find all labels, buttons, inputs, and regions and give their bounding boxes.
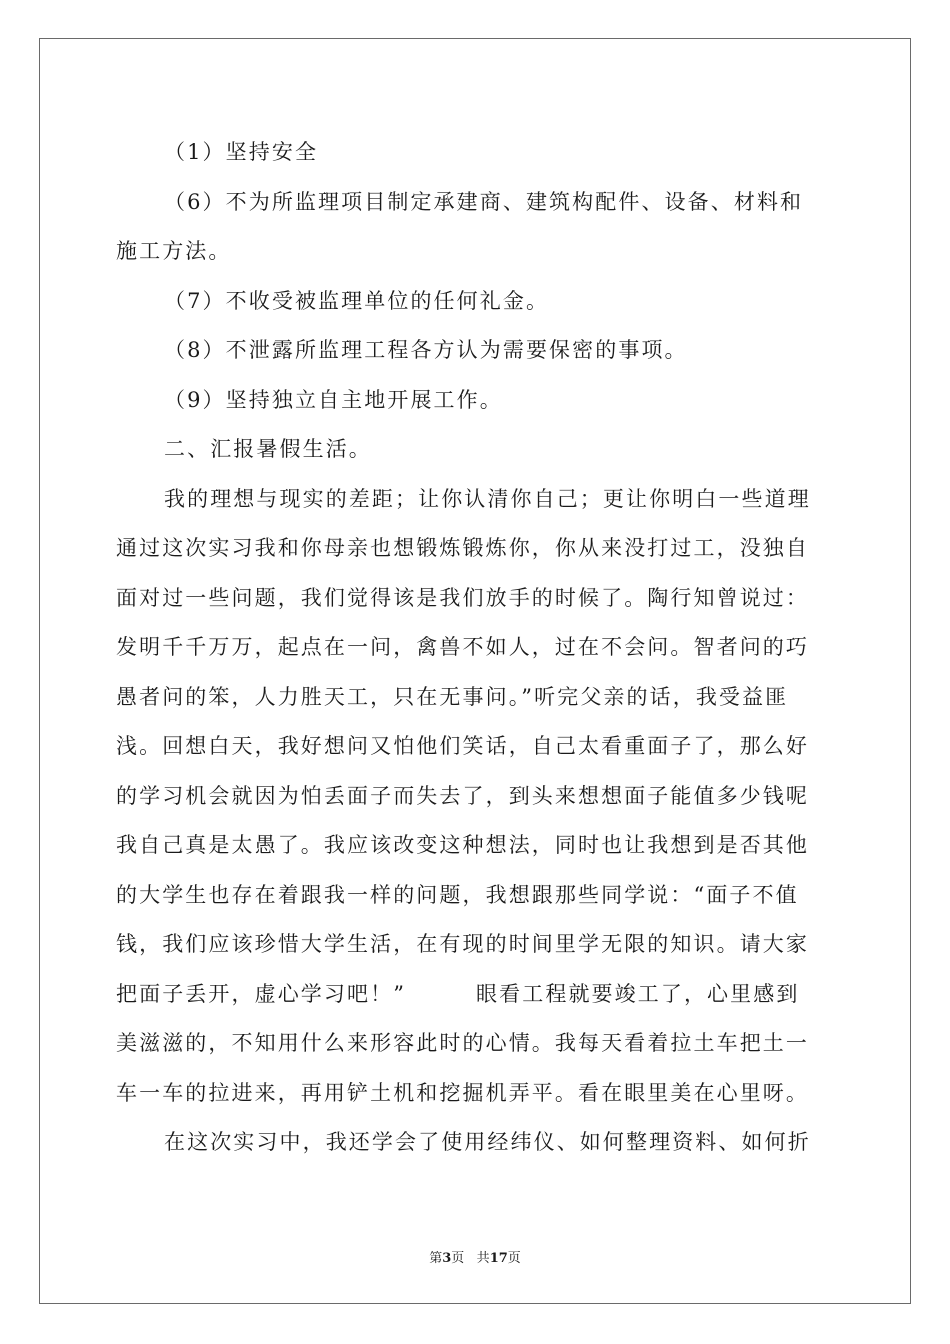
- text-line: 在这次实习中，我还学会了使用经纬仪、如何整理资料、如何折: [164, 1130, 811, 1154]
- text-segment: 眼看工程就要竣工了，心里感到: [476, 981, 800, 1006]
- text-line: 愚者问的笨，人力胜天工，只在无事问。”听完父亲的话，我受益匪: [116, 684, 789, 709]
- text-line: 浅。回想白天，我好想问又怕他们笑话，自己太看重面子了，那么好: [116, 734, 809, 758]
- text-line: 的大学生也存在着跟我一样的问题，我想跟那些同学说：“面子不值: [116, 882, 799, 907]
- text-segment: 把面子丢开，虚心学习吧！”: [116, 981, 407, 1006]
- text-line: 美滋滋的，不知用什么来形容此时的心情。我每天看着拉土车把土一: [116, 1031, 809, 1055]
- footer-page-suffix: 页: [451, 1251, 465, 1266]
- text-line: （7）不收受被监理单位的任何礼金。: [164, 288, 550, 313]
- text-line: （8）不泄露所监理工程各方认为需要保密的事项。: [164, 338, 688, 362]
- text-line: [116, 970, 836, 1020]
- current-page-number: 3: [442, 1251, 452, 1266]
- text-line: 发明千千万万，起点在一问，禽兽不如人，过在不会问。智者问的巧: [116, 635, 809, 659]
- total-page-count: 17: [489, 1251, 508, 1266]
- footer-total-suffix: 页: [507, 1251, 521, 1266]
- footer-prefix: 第: [429, 1251, 443, 1266]
- text-line: （1）坚持安全: [164, 140, 319, 164]
- page-footer: [0, 1247, 950, 1266]
- text-line: 二、汇报暑假生活。: [164, 437, 372, 461]
- text-line: （9）坚持独立自主地开展工作。: [164, 387, 503, 412]
- text-line: 车一车的拉进来，再用铲土机和挖掘机弄平。看在眼里美在心里呀。: [116, 1080, 809, 1105]
- text-line: 我的理想与现实的差距；让你认清你自己；更让你明白一些道理: [164, 486, 811, 511]
- text-line: 的学习机会就因为怕丢面子而失去了，到头来想想面子能值多少钱呢: [116, 783, 809, 808]
- text-line: 钱，我们应该珍惜大学生活，在有现的时间里学无限的知识。请大家: [116, 932, 809, 956]
- document-body: [116, 128, 836, 1168]
- text-line: 面对过一些问题，我们觉得该是我们放手的时候了。陶行知曾说过：: [116, 585, 809, 610]
- footer-total-prefix: 共: [476, 1251, 490, 1266]
- text-line: 施工方法。: [116, 239, 232, 263]
- text-line: （6）不为所监理项目制定承建商、建筑构配件、设备、材料和: [164, 189, 804, 214]
- text-line: 通过这次实习我和你母亲也想锻炼锻炼你，你从来没打过工，没独自: [116, 536, 809, 560]
- text-line: 我自己真是太愚了。我应该改变这种想法，同时也让我想到是否其他: [116, 833, 809, 857]
